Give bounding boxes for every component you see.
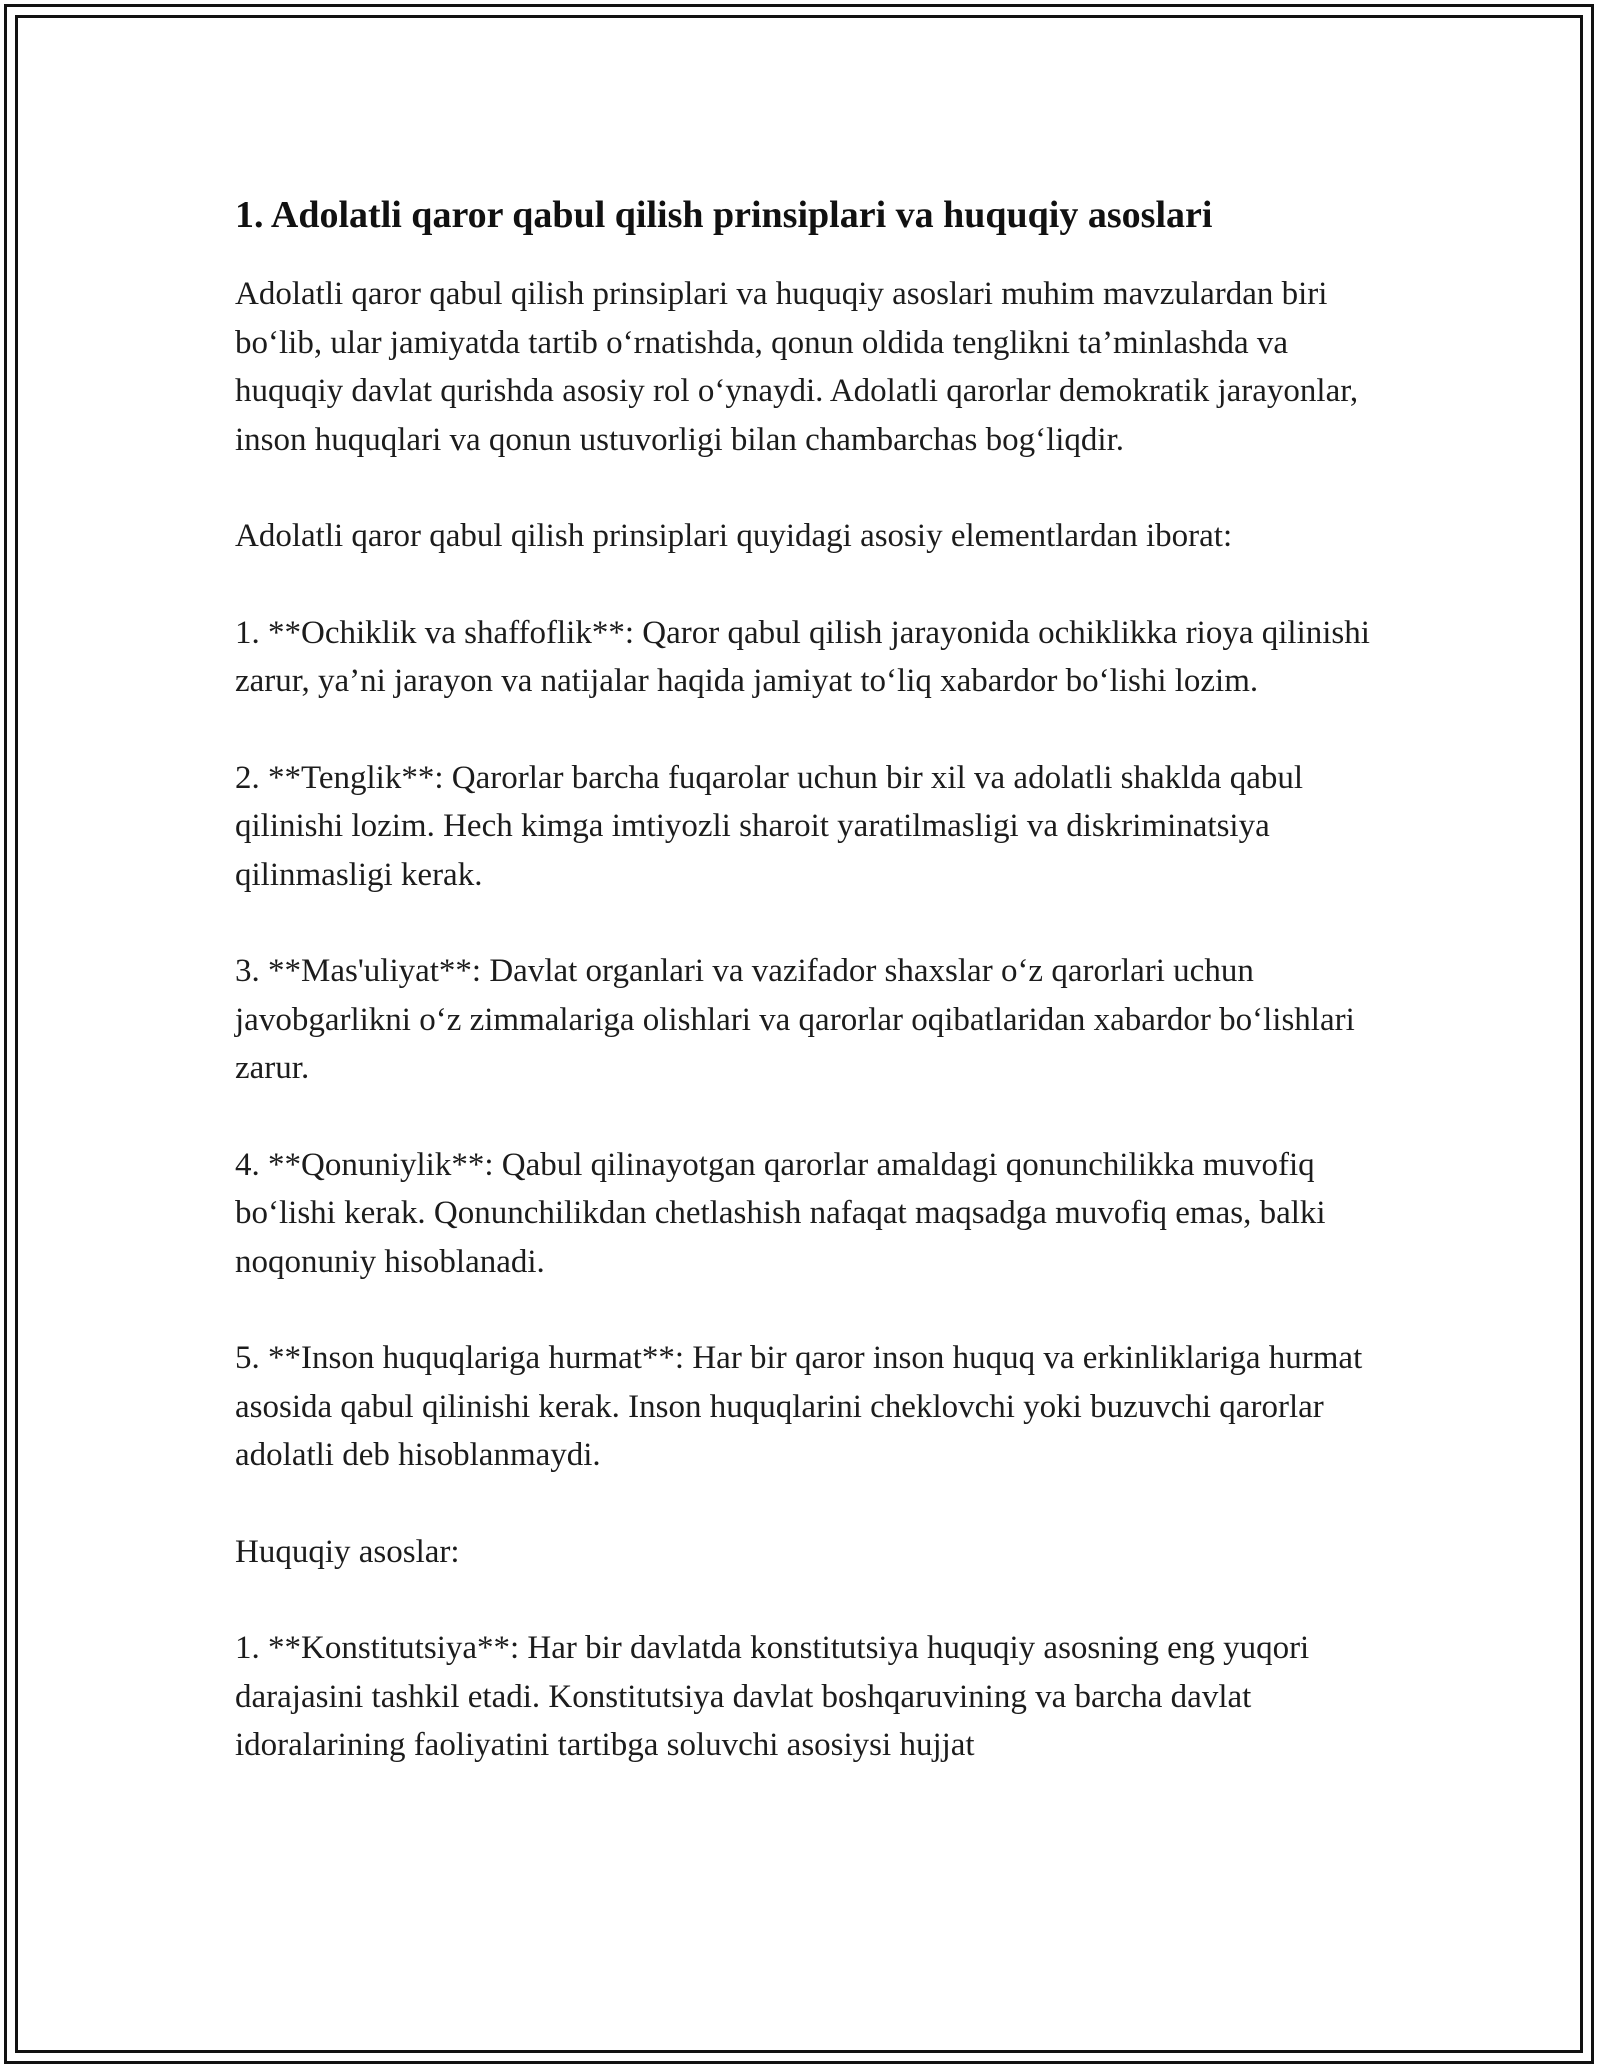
- paragraph-principle-human-rights: 5. **Inson huquqlariga hurmat**: Har bir qaror inson huquq va erkinliklariga hurmat asosida qabul qilinishi kerak. Inson huquqlarini cheklovchi yoki buzuvchi qarorlar adolatli deb hisoblanmaydi.: [235, 1340, 1363, 1473]
- paragraph-intro: Adolatli qaror qabul qilish prinsiplari va huquqiy asoslari muhim mavzulardan biri bo‘lib, ular jamiyatda tartib o‘rnatishda, qonun oldida tenglikni ta’minlashda va huquqiy davlat qurishda asosiy rol o‘ynaydi. Adolatli qarorlar demokratik jarayonlar, inson huquqlari va qonun ustuvorligi bilan chambarchas bog‘liqdir.: [235, 276, 1359, 458]
- section-heading: 1. Adolatli qaror qabul qilish prinsiplari va huquqiy asoslari: [235, 194, 1213, 236]
- paragraph-principle-responsibility: 3. **Mas'uliyat**: Davlat organlari va vazifador shaxslar o‘z qarorlari uchun javobgarlikni o‘z zimmalariga olishlari va qarorlar oqibatlaridan xabardor bo‘lishlari zarur.: [235, 953, 1355, 1086]
- paragraph-legal-bases-lead: Huquqiy asoslar:: [235, 1533, 460, 1570]
- paragraph-principles-lead: Adolatli qaror qabul qilish prinsiplari quyidagi asosiy elementlardan iborat:: [235, 518, 1233, 554]
- paragraph-principle-openness: 1. **Ochiklik va shaffoflik**: Qaror qabul qilish jarayonida ochiklikka rioya qilinishi zarur, ya’ni jarayon va natijalar haqida jamiyat to‘liq xabardor bo‘lishi lozim.: [235, 614, 1370, 699]
- paragraph-legal-basis-constitution: 1. **Konstitutsiya**: Har bir davlatda konstitutsiya huquqiy asosning eng yuqori darajasini tashkil etadi. Konstitutsiya davlat boshqaruvining va barcha davlat idoralarining faoliyatini tartibga soluvchi asosiysi hujjat: [235, 1630, 1310, 1763]
- paragraph-principle-equality: 2. **Tenglik**: Qarorlar barcha fuqarolar uchun bir xil va adolatli shaklda qabul qilinishi lozim. Hech kimga imtiyozli sharoit yaratilmasligi va diskriminatsiya qilinmasligi kerak.: [235, 759, 1304, 893]
- paragraph-principle-legality: 4. **Qonuniylik**: Qabul qilinayotgan qarorlar amaldagi qonunchilikka muvofiq bo‘lishi kerak. Qonunchilikdan chetlashish nafaqat maqsadga muvofiq emas, balki noqonuniy hisoblanadi.: [235, 1146, 1326, 1280]
- document-body: [235, 190, 1375, 1770]
